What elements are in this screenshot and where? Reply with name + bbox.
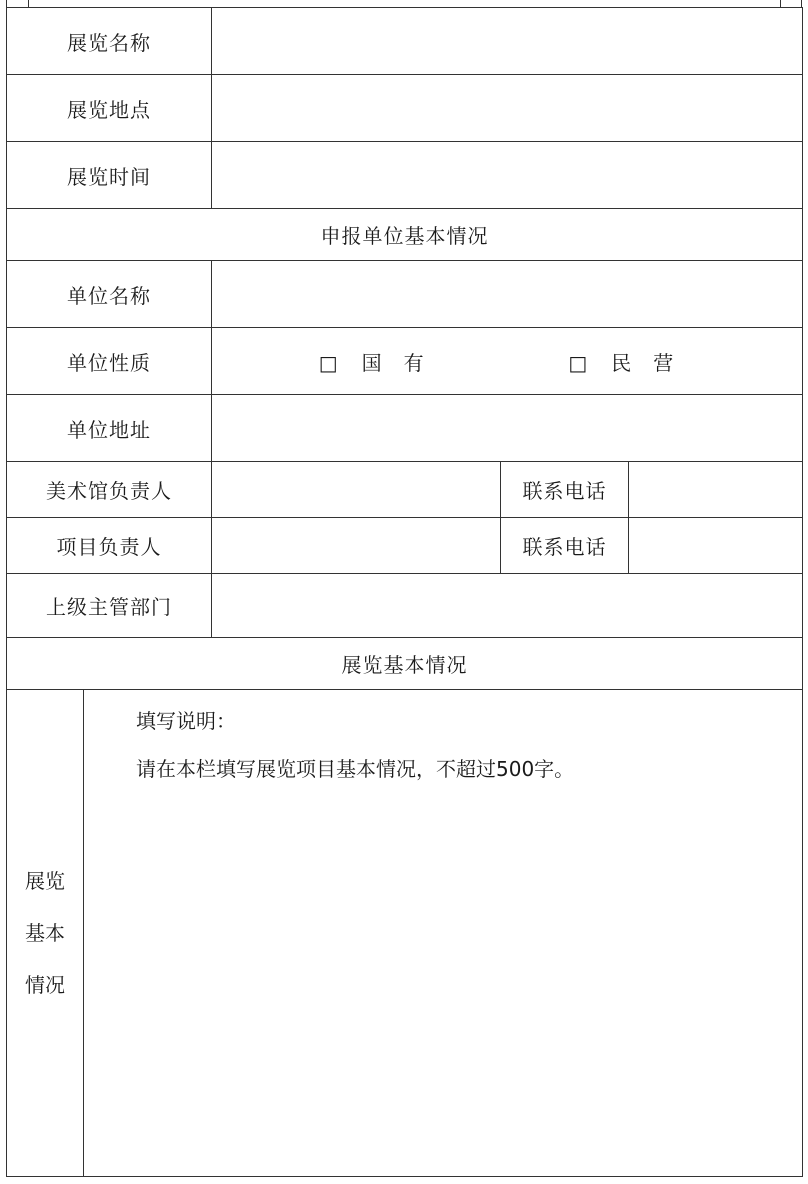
row-exhibition-section [7, 638, 803, 690]
supervisor-label: 上级主管部门 [7, 574, 212, 638]
exhibition-venue-field[interactable] [212, 75, 803, 142]
nature-option-private-label: 民营 [611, 350, 696, 375]
row-unit-address [7, 395, 803, 462]
row-exhibition-time [7, 142, 803, 209]
row-supervisor [7, 574, 803, 638]
applicant-section-title: 申报单位基本情况 [7, 209, 803, 261]
exhibition-venue-label: 展览地点 [7, 75, 212, 142]
unit-nature-options [212, 328, 803, 395]
exhibition-time-label: 展览时间 [7, 142, 212, 209]
supervisor-field[interactable] [212, 574, 803, 638]
exhibition-name-field[interactable] [212, 8, 803, 75]
unit-name-field[interactable] [212, 261, 803, 328]
row-unit-nature [7, 328, 803, 395]
project-head-phone-label: 联系电话 [501, 518, 629, 574]
exhibition-details-field[interactable] [84, 690, 803, 1177]
nature-option-state-owned[interactable] [319, 347, 446, 376]
museum-head-phone-field[interactable] [629, 462, 803, 518]
instructions-title: 填写说明： [136, 709, 236, 733]
exhibition-time-field[interactable] [212, 142, 803, 209]
exhibition-details-side-label [7, 690, 84, 1177]
museum-head-phone-label: 联系电话 [501, 462, 629, 518]
instructions-body: 请在本栏填写展览项目基本情况，不超过500字。 [136, 757, 575, 781]
application-form-table [6, 7, 803, 1177]
side-label-line: 情况 [25, 973, 65, 997]
unit-name-label: 单位名称 [7, 261, 212, 328]
project-head-label: 项目负责人 [7, 518, 212, 574]
row-exhibition-name [7, 8, 803, 75]
row-unit-name [7, 261, 803, 328]
side-label-line: 展览 [25, 869, 65, 893]
row-applicant-section [7, 209, 803, 261]
unit-address-field[interactable] [212, 395, 803, 462]
museum-head-field[interactable] [212, 462, 501, 518]
row-exhibition-venue [7, 75, 803, 142]
nature-option-state-owned-label: 国有 [361, 350, 446, 375]
row-exhibition-details [7, 690, 803, 1177]
unit-address-label: 单位地址 [7, 395, 212, 462]
side-label-line: 基本 [25, 921, 65, 945]
row-project-head [7, 518, 803, 574]
checkbox-state-owned[interactable]: □ [318, 350, 338, 375]
unit-nature-label: 单位性质 [7, 328, 212, 395]
project-head-field[interactable] [212, 518, 501, 574]
row-museum-head [7, 462, 803, 518]
nature-option-private[interactable] [568, 347, 695, 376]
museum-head-label: 美术馆负责人 [7, 462, 212, 518]
exhibition-name-label: 展览名称 [7, 8, 212, 75]
checkbox-private[interactable]: □ [568, 350, 588, 375]
exhibition-section-title: 展览基本情况 [7, 638, 803, 690]
project-head-phone-field[interactable] [629, 518, 803, 574]
